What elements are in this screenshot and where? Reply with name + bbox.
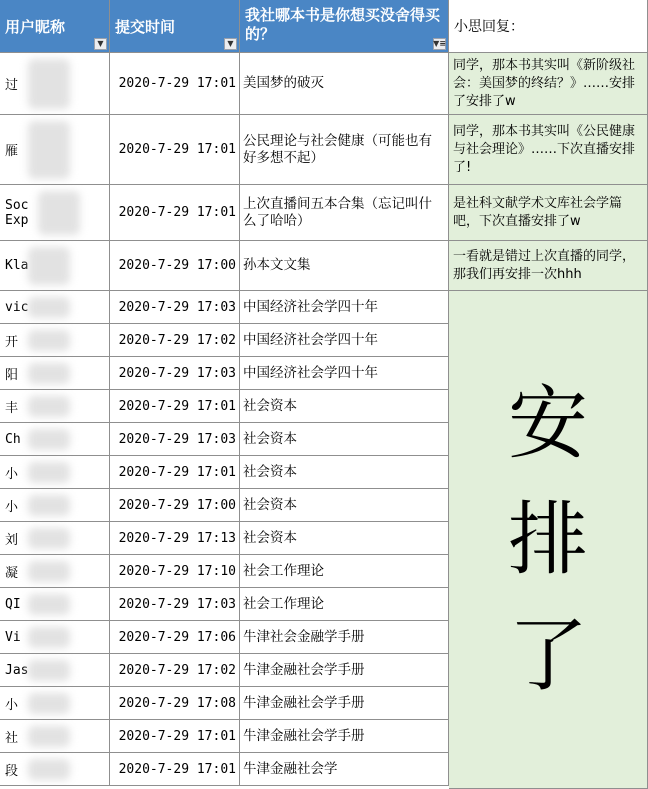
blurred-name-mask (28, 759, 70, 780)
cell-user-name[interactable] (0, 423, 110, 456)
cell-user-name[interactable] (0, 720, 110, 753)
cell-user-name[interactable] (0, 753, 110, 786)
header-label: 用户昵称 (5, 18, 66, 36)
blurred-name-mask (28, 528, 70, 549)
filter-dropdown-icon[interactable]: ▼ (94, 38, 107, 50)
cell-user-name-text: 过 (5, 78, 19, 93)
cell-book-title-text: 公民理论与社会健康（可能也有好多想不起） (243, 132, 432, 166)
cell-book-title-text: 牛津社会金融学手册 (243, 628, 365, 645)
cell-submit-time-text: 2020-7-29 17:10 (118, 563, 236, 579)
header-label: 提交时间 (115, 18, 176, 36)
filter-dropdown-icon[interactable]: ▼ (224, 38, 237, 50)
cell-user-name[interactable] (0, 654, 110, 687)
cell-submit-time[interactable] (110, 522, 240, 555)
cell-user-name-text: 小 (5, 466, 19, 482)
cell-submit-time[interactable] (110, 687, 240, 720)
cell-reply[interactable] (449, 241, 648, 291)
cell-user-name-text: Soc Exp (5, 197, 29, 228)
cell-user-name[interactable] (0, 687, 110, 720)
blurred-name-mask (28, 429, 70, 450)
cell-book-title-text: 社会工作理论 (243, 562, 324, 579)
cell-book-title[interactable] (240, 588, 449, 621)
header-label: 小思回复： (454, 19, 524, 35)
cell-submit-time-text: 2020-7-29 17:03 (118, 596, 236, 612)
cell-book-title-text: 社会资本 (243, 496, 297, 513)
cell-submit-time[interactable] (110, 423, 240, 456)
cell-book-title-text: 社会资本 (243, 397, 297, 414)
blurred-name-mask (28, 726, 70, 747)
cell-user-name[interactable] (0, 456, 110, 489)
cell-book-title-text: 牛津金融社会学手册 (243, 694, 365, 711)
blurred-name-mask (28, 396, 70, 417)
cell-submit-time[interactable] (110, 720, 240, 753)
cell-user-name[interactable] (0, 390, 110, 423)
cell-book-title-text: 孙本文文集 (243, 257, 311, 273)
blurred-name-mask (28, 462, 70, 483)
cell-book-title-text: 中国经济社会学四十年 (243, 298, 378, 315)
cell-book-title[interactable] (240, 324, 449, 357)
cell-user-name[interactable] (0, 115, 110, 185)
cell-user-name-text: QI (5, 596, 21, 612)
cell-user-name[interactable] (0, 357, 110, 390)
cell-submit-time-text: 2020-7-29 17:01 (118, 398, 236, 414)
cell-user-name[interactable] (0, 241, 110, 291)
cell-user-name-text: 雁 (5, 144, 19, 159)
cell-user-name-text: 刘 (5, 532, 19, 548)
cell-book-title[interactable] (240, 555, 449, 588)
cell-book-title[interactable] (240, 185, 449, 241)
cell-reply-text: 同学，那本书其实叫《公民健康与社会理论》……下次直播安排了! (453, 123, 636, 175)
cell-user-name-text: Kla (5, 258, 29, 273)
cell-user-name[interactable] (0, 489, 110, 522)
blurred-name-mask (28, 693, 70, 714)
cell-user-name[interactable] (0, 185, 110, 241)
cell-submit-time[interactable] (110, 185, 240, 241)
header-user-nickname[interactable] (0, 0, 110, 53)
cell-submit-time[interactable] (110, 324, 240, 357)
cell-book-title[interactable] (240, 687, 449, 720)
cell-submit-time-text: 2020-7-29 17:02 (118, 332, 236, 348)
cell-submit-time-text: 2020-7-29 17:03 (118, 431, 236, 447)
cell-book-title-text: 社会资本 (243, 529, 297, 546)
blurred-name-mask (28, 330, 70, 351)
cell-submit-time-text: 2020-7-29 17:01 (118, 728, 236, 744)
cell-user-name-text: Jas (5, 662, 29, 678)
cell-submit-time[interactable] (110, 53, 240, 115)
cell-book-title[interactable] (240, 456, 449, 489)
blurred-name-mask (28, 247, 70, 285)
cell-reply-text: 同学，那本书其实叫《新阶级社会：美国梦的终结？》……安排了安排了w (453, 57, 636, 109)
blurred-name-mask (28, 627, 70, 648)
cell-book-title[interactable] (240, 654, 449, 687)
blurred-name-mask (28, 660, 70, 681)
cell-book-title-text: 中国经济社会学四十年 (243, 331, 378, 348)
cell-user-name-text: 阳 (5, 367, 19, 383)
cell-book-title-text: 社会工作理论 (243, 595, 324, 612)
cell-submit-time[interactable] (110, 654, 240, 687)
cell-reply-text: 是社科文献学术文库社会学篇吧，下次直播安排了w (453, 195, 623, 229)
blurred-name-mask (28, 363, 70, 384)
filter-active-icon[interactable]: ▼≡ (433, 39, 446, 48)
merged-reply-char: 排 (508, 492, 588, 586)
header-reply (449, 0, 648, 53)
cell-user-name-text: 凝 (5, 565, 19, 581)
cell-submit-time[interactable] (110, 115, 240, 185)
merged-reply-char: 安 (508, 376, 588, 470)
cell-book-title[interactable] (240, 53, 449, 115)
cell-book-title-text: 社会资本 (243, 463, 297, 480)
cell-submit-time[interactable] (110, 489, 240, 522)
cell-user-name-text: 小 (5, 499, 19, 515)
header-label: 我社哪本书是你想买没舍得买的？ (245, 6, 441, 43)
cell-reply-text: 一看就是错过上次直播的同学，那我们再安排一次hhh (453, 248, 636, 282)
cell-submit-time-text: 2020-7-29 17:01 (118, 464, 236, 480)
cell-book-title-text: 牛津金融社会学手册 (243, 727, 365, 744)
blurred-name-mask (28, 594, 70, 615)
cell-submit-time-text: 2020-7-29 17:06 (118, 629, 236, 645)
cell-user-name[interactable] (0, 621, 110, 654)
cell-reply[interactable] (449, 115, 648, 185)
cell-submit-time-text: 2020-7-29 17:02 (118, 662, 236, 678)
cell-submit-time-text: 2020-7-29 17:08 (118, 695, 236, 711)
cell-submit-time[interactable] (110, 456, 240, 489)
cell-submit-time[interactable] (110, 555, 240, 588)
cell-submit-time-text: 2020-7-29 17:13 (118, 530, 236, 546)
cell-book-title-text: 美国梦的破灭 (243, 75, 324, 91)
cell-book-title[interactable] (240, 489, 449, 522)
cell-user-name[interactable] (0, 324, 110, 357)
cell-book-title[interactable] (240, 241, 449, 291)
cell-submit-time-text: 2020-7-29 17:03 (118, 365, 236, 381)
cell-submit-time-text: 2020-7-29 17:01 (118, 761, 236, 777)
cell-user-name[interactable] (0, 588, 110, 621)
cell-user-name[interactable] (0, 53, 110, 115)
cell-submit-time[interactable] (110, 588, 240, 621)
cell-user-name-text: 社 (5, 730, 19, 746)
cell-user-name[interactable] (0, 522, 110, 555)
cell-submit-time[interactable] (110, 291, 240, 324)
cell-book-title[interactable] (240, 291, 449, 324)
cell-reply[interactable] (449, 53, 648, 115)
cell-submit-time-text: 2020-7-29 17:00 (118, 497, 236, 513)
merged-reply-cell[interactable] (449, 291, 648, 789)
header-book-question[interactable] (240, 0, 449, 53)
blurred-name-mask (38, 191, 80, 235)
cell-user-name-text: 开 (5, 334, 19, 350)
cell-submit-time-text: 2020-7-29 17:01 (118, 205, 236, 220)
cell-book-title[interactable] (240, 621, 449, 654)
cell-book-title[interactable] (240, 390, 449, 423)
cell-user-name-text: Ch (5, 431, 21, 447)
cell-book-title[interactable] (240, 423, 449, 456)
blurred-name-mask (28, 121, 70, 179)
cell-book-title[interactable] (240, 115, 449, 185)
cell-user-name-text: 小 (5, 697, 19, 713)
cell-reply[interactable] (449, 185, 648, 241)
cell-submit-time-text: 2020-7-29 17:03 (118, 299, 236, 315)
cell-submit-time[interactable] (110, 241, 240, 291)
cell-book-title[interactable] (240, 753, 449, 786)
blurred-name-mask (28, 561, 70, 582)
cell-book-title-text: 中国经济社会学四十年 (243, 364, 378, 381)
blurred-name-mask (28, 495, 70, 516)
header-submit-time[interactable] (110, 0, 240, 53)
merged-reply-char: 了 (508, 608, 588, 702)
cell-submit-time[interactable] (110, 390, 240, 423)
cell-submit-time-text: 2020-7-29 17:01 (118, 142, 236, 157)
cell-book-title-text: 上次直播间五本合集（忘记叫什么了哈哈） (243, 195, 432, 229)
cell-user-name-text: 段 (5, 763, 19, 779)
cell-book-title[interactable] (240, 357, 449, 390)
blurred-name-mask (28, 297, 70, 318)
cell-book-title-text: 牛津金融社会学手册 (243, 661, 365, 678)
blurred-name-mask (28, 59, 70, 109)
cell-user-name[interactable] (0, 291, 110, 324)
cell-book-title[interactable] (240, 720, 449, 753)
cell-book-title-text: 牛津金融社会学 (243, 760, 338, 777)
cell-user-name-text: 丰 (5, 400, 19, 416)
cell-submit-time-text: 2020-7-29 17:01 (118, 76, 236, 91)
cell-user-name-text: Vi (5, 629, 21, 645)
cell-submit-time[interactable] (110, 753, 240, 786)
cell-user-name-text: vic (5, 299, 29, 315)
cell-user-name[interactable] (0, 555, 110, 588)
cell-book-title[interactable] (240, 522, 449, 555)
cell-submit-time[interactable] (110, 621, 240, 654)
cell-submit-time-text: 2020-7-29 17:00 (118, 258, 236, 273)
cell-submit-time[interactable] (110, 357, 240, 390)
cell-book-title-text: 社会资本 (243, 430, 297, 447)
